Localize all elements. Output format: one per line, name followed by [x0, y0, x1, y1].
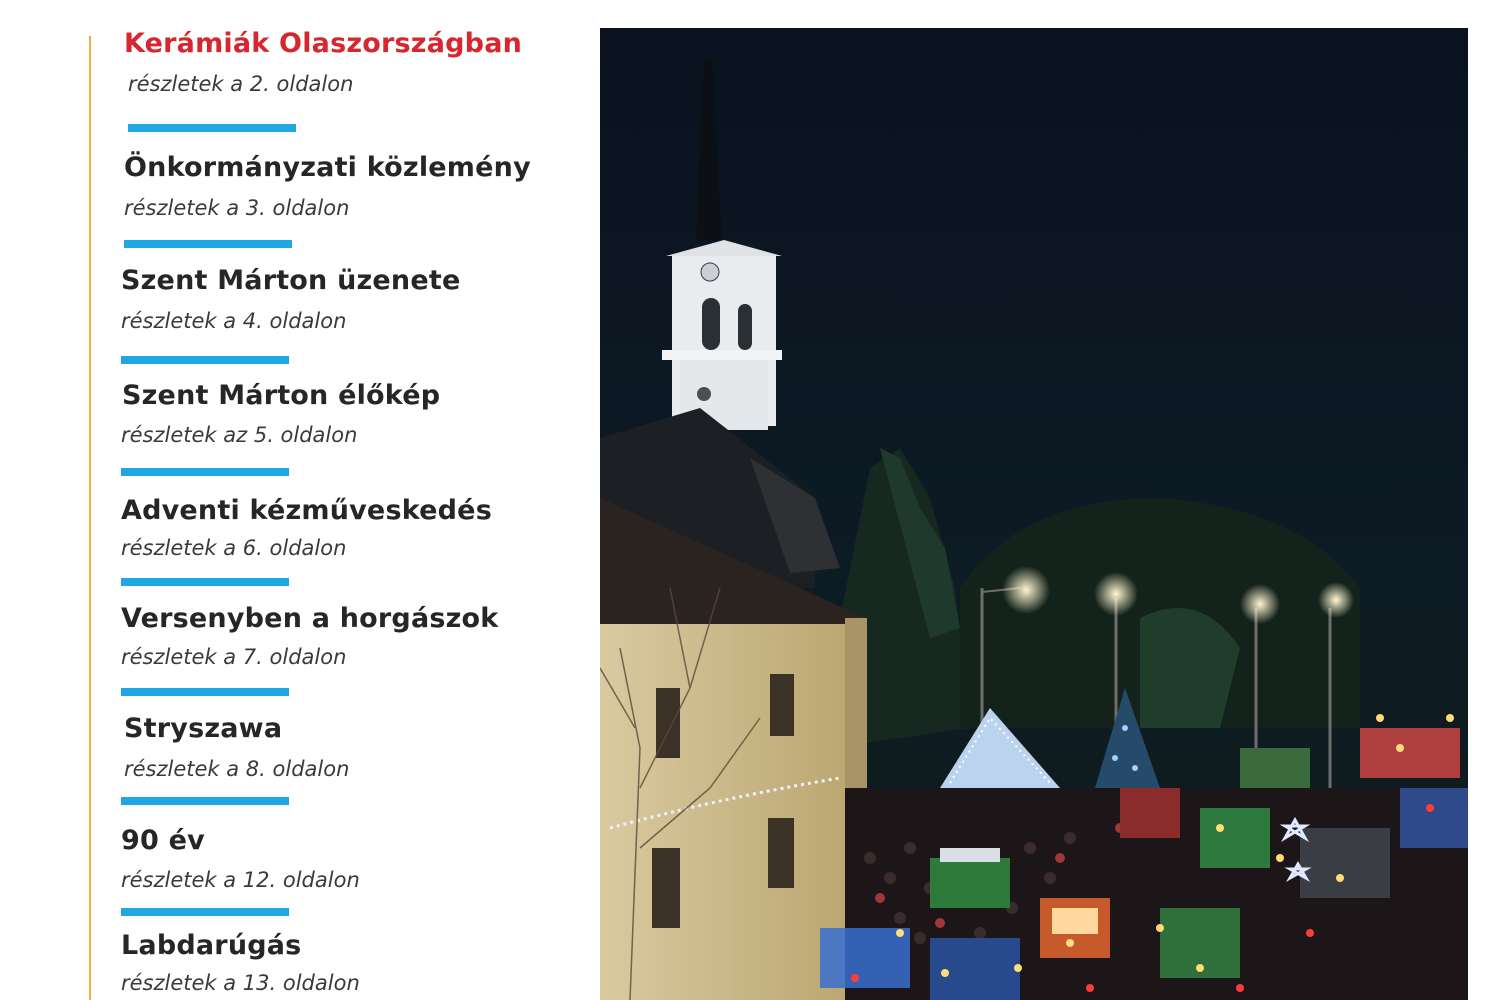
- separator: [121, 688, 289, 696]
- toc-subtitle: részletek a 7. oldalon: [121, 645, 347, 669]
- separator: [124, 240, 292, 248]
- toc-title: 90 év: [121, 825, 205, 856]
- toc-title: Szent Márton üzenete: [121, 265, 461, 296]
- night-square-photo: [600, 28, 1468, 1000]
- toc-title: Adventi kézműveskedés: [121, 495, 492, 526]
- separator: [121, 356, 289, 364]
- separator: [121, 797, 289, 805]
- separator: [128, 124, 296, 132]
- table-of-contents: [0, 0, 600, 1000]
- toc-subtitle: részletek a 12. oldalon: [121, 868, 360, 892]
- toc-subtitle: részletek a 4. oldalon: [121, 309, 347, 333]
- toc-subtitle: részletek a 13. oldalon: [121, 971, 360, 995]
- toc-title: Versenyben a horgászok: [121, 603, 499, 634]
- separator: [121, 908, 289, 916]
- separator: [121, 468, 289, 476]
- toc-subtitle: részletek a 6. oldalon: [121, 536, 347, 560]
- toc-subtitle: részletek a 2. oldalon: [128, 72, 354, 96]
- separator: [121, 578, 289, 586]
- toc-subtitle: részletek a 3. oldalon: [124, 196, 350, 220]
- toc-subtitle: részletek az 5. oldalon: [121, 423, 358, 447]
- toc-title: Stryszawa: [124, 713, 283, 744]
- toc-subtitle: részletek a 8. oldalon: [124, 757, 350, 781]
- toc-title: Szent Márton élőkép: [122, 380, 441, 411]
- toc-title: Kerámiák Olaszországban: [124, 28, 523, 59]
- toc-title: Önkormányzati közlemény: [124, 152, 531, 183]
- toc-title: Labdarúgás: [121, 930, 302, 961]
